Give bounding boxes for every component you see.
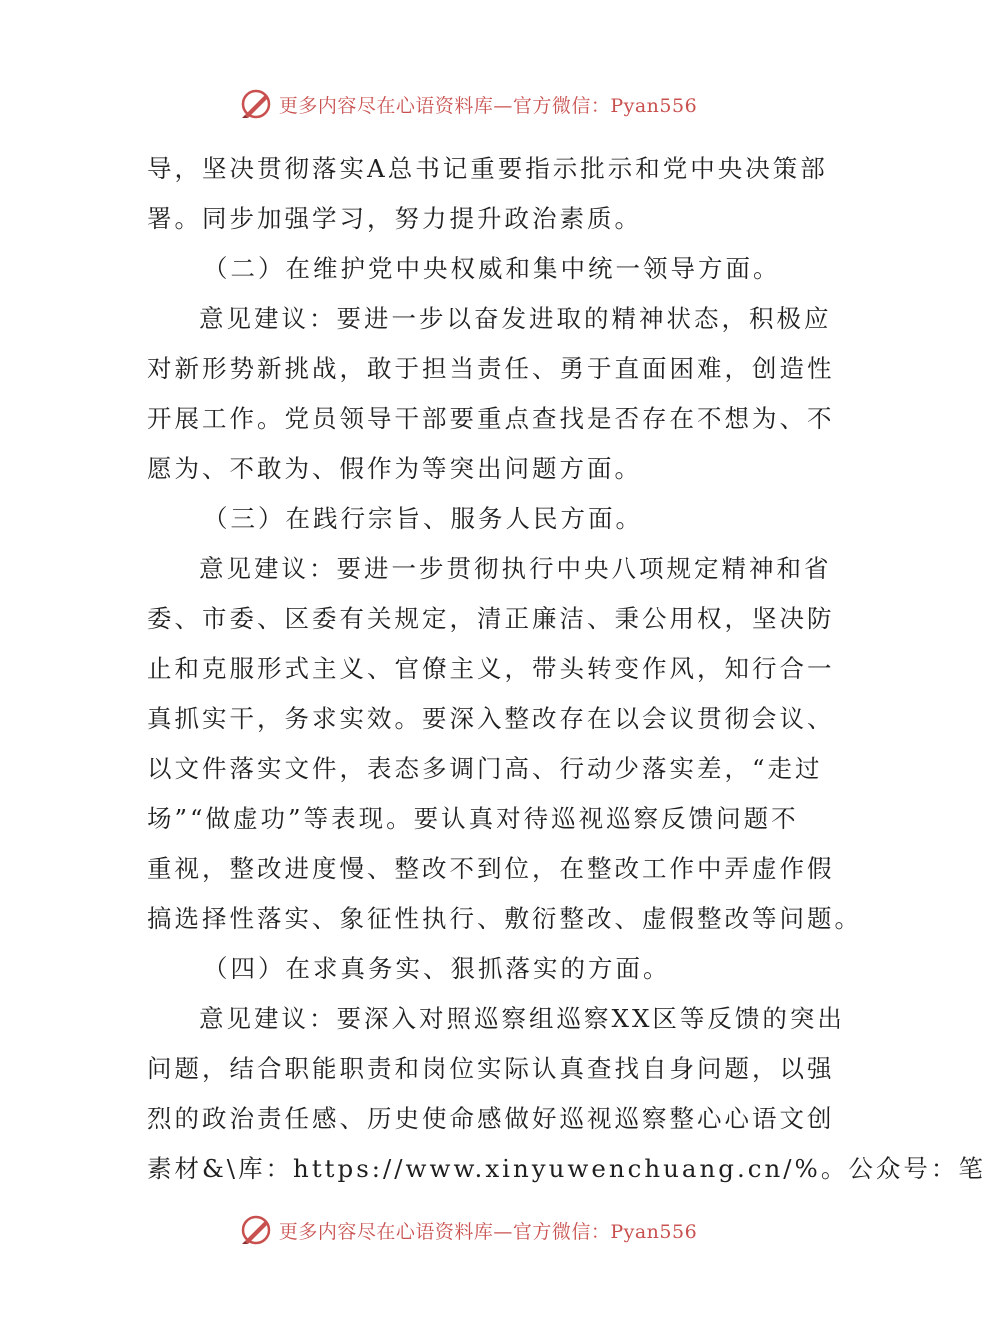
text-line: 意见建议：要深入对照巡察组巡察XX区等反馈的突出	[199, 1004, 845, 1033]
text-line: 意见建议：要进一步贯彻执行中央八项规定精神和省	[199, 554, 832, 583]
text-line: 止和克服形式主义、官僚主义，带头转变作风，知行合一	[147, 654, 835, 683]
text-line: 重视，整改进度慢、整改不到位，在整改工作中弄虚作假	[147, 854, 835, 883]
text-line: 意见建议：要进一步以奋发进取的精神状态，积极应	[199, 304, 832, 333]
text-line: 对新形势新挑战，敢于担当责任、勇于直面困难，创造性	[147, 354, 835, 383]
text-line: 愿为、不敢为、假作为等突出问题方面。	[147, 454, 642, 483]
text-line: 导，坚决贯彻落实A总书记重要指示批示和党中央决策部	[147, 154, 828, 183]
footer-watermark	[0, 1210, 950, 1250]
pen-circle-logo-icon	[239, 87, 273, 121]
header-watermark	[0, 84, 950, 124]
section-heading-4: （四）在求真务实、狠抓落实的方面。	[203, 954, 671, 983]
text-line: 署。同步加强学习，努力提升政治素质。	[147, 204, 642, 233]
text-line: 场”“做虚功”等表现。要认真对待巡视巡察反馈问题不	[147, 804, 799, 833]
text-line: 烈的政治责任感、历史使命感做好巡视巡察整心心语文创	[147, 1104, 835, 1133]
footer-watermark-text: 更多内容尽在心语资料库—官方微信：Pyan556	[278, 1220, 698, 1243]
pen-circle-logo-icon	[239, 1213, 273, 1247]
text-line: 真抓实干，务求实效。要深入整改存在以会议贯彻会议、	[147, 704, 835, 733]
document-body	[147, 144, 986, 1194]
section-heading-2: （二）在维护党中央权威和集中统一领导方面。	[203, 254, 781, 283]
header-watermark-text: 更多内容尽在心语资料库—官方微信：Pyan556	[278, 94, 698, 117]
text-line: 问题，结合职能职责和岗位实际认真查找自身问题，以强	[147, 1054, 835, 1083]
text-line: 素材&\库：https://www.xinyuwenchuang.cn/%。公众号：笔	[147, 1154, 986, 1183]
text-line: 委、市委、区委有关规定，清正廉洁、秉公用权，坚决防	[147, 604, 835, 633]
text-line: 开展工作。党员领导干部要重点查找是否存在不想为、不	[147, 404, 835, 433]
section-heading-3: （三）在践行宗旨、服务人民方面。	[203, 504, 643, 533]
text-line: 搞选择性落实、象征性执行、敷衍整改、虚假整改等问题。	[147, 904, 862, 933]
text-line: 以文件落实文件，表态多调门高、行动少落实差，“走过	[147, 754, 823, 783]
